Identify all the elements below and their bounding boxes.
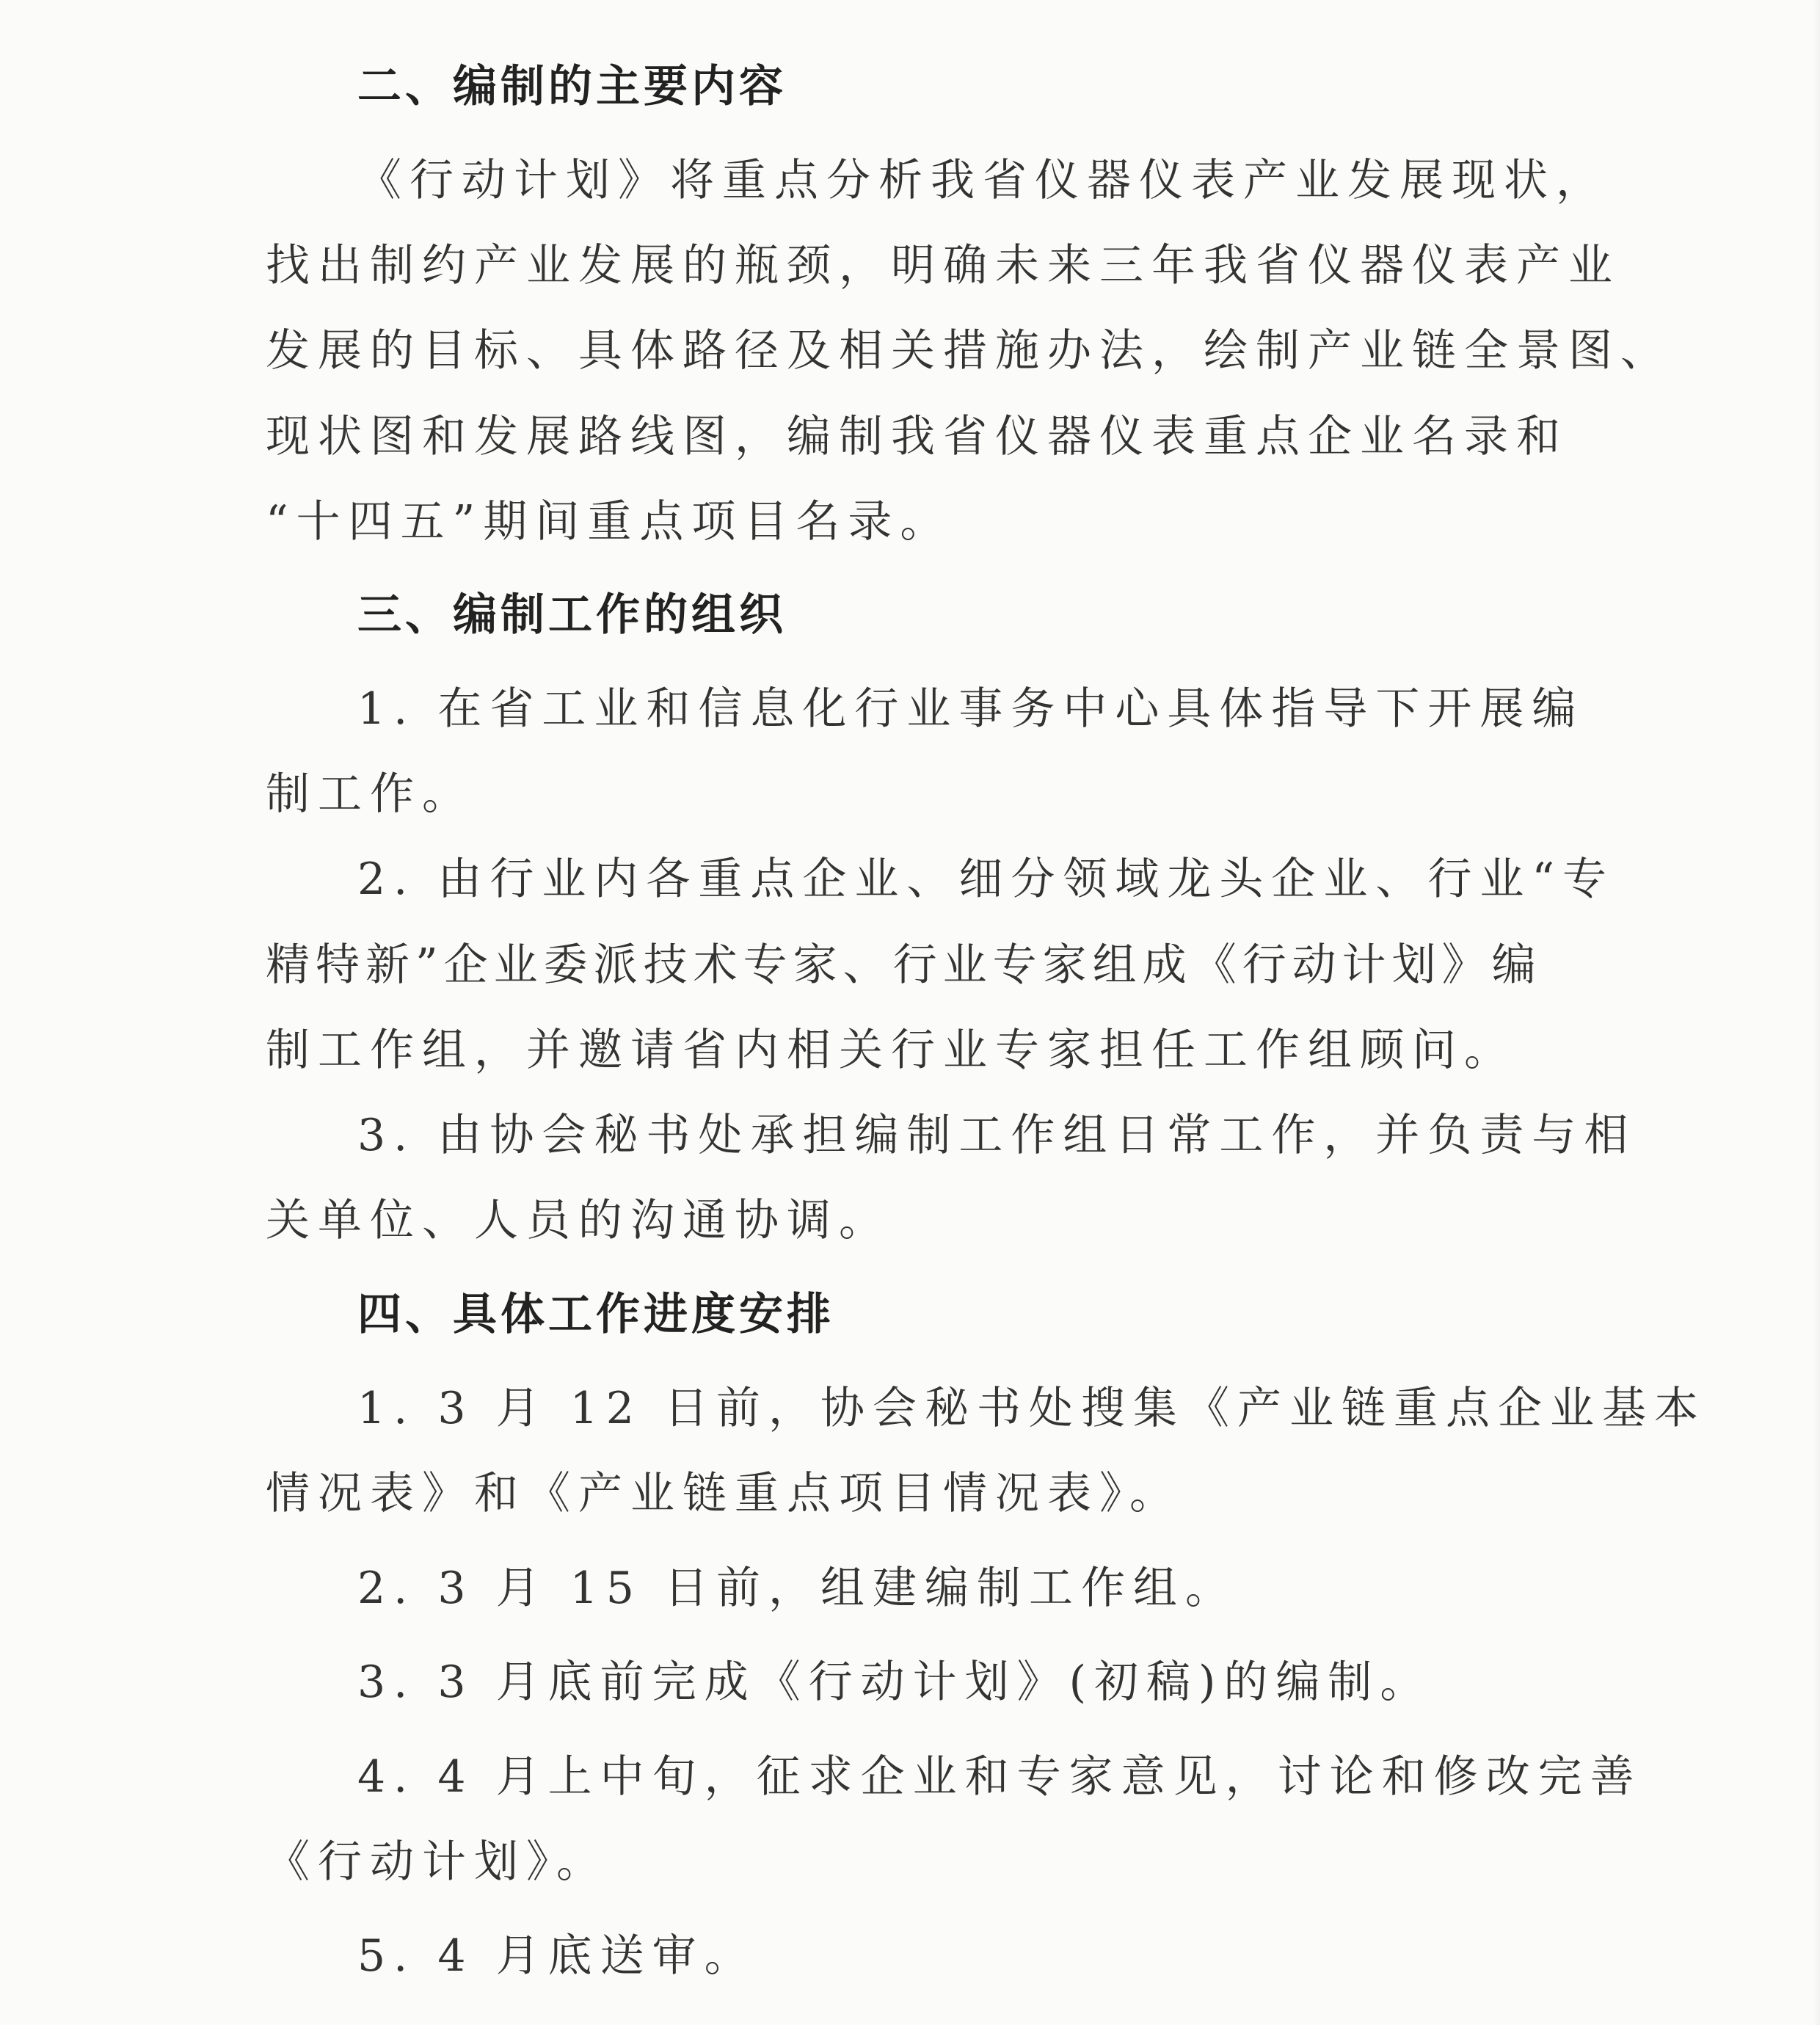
- paragraph-line: 关单位、人员的沟通协调。: [266, 1195, 891, 1246]
- section-heading-schedule: 四、具体工作进度安排: [357, 1289, 834, 1340]
- section-heading-organization: 三、编制工作的组织: [357, 589, 787, 641]
- paragraph-line: 1. 在省工业和信息化行业事务中心具体指导下开展编: [357, 683, 1584, 735]
- paragraph-line: 制工作。: [266, 768, 474, 820]
- paragraph-line: 2. 由行业内各重点企业、细分领域龙头企业、行业“专: [357, 854, 1615, 905]
- scan-edge-shadow: [1813, 0, 1820, 2025]
- document-page: [266, 43, 1707, 1988]
- section-heading-main-content: 二、编制的主要内容: [357, 61, 787, 112]
- paragraph-line: 现状图和发展路线图，编制我省仪器仪表重点企业名录和: [266, 411, 1568, 462]
- paragraph-line: 《行动计划》。: [266, 1836, 608, 1888]
- paragraph-line: 发展的目标、具体路径及相关措施办法，绘制产业链全景图、: [266, 325, 1672, 377]
- paragraph-line: 2. 3 月 15 日前，组建编制工作组。: [357, 1563, 1238, 1614]
- paragraph-line: 1. 3 月 12 日前，协会秘书处搜集《产业链重点企业基本: [357, 1383, 1707, 1434]
- paragraph-line: 5. 4 月底送审。: [357, 1930, 757, 1982]
- paragraph-line: 制工作组，并邀请省内相关行业专家担任工作组顾问。: [266, 1025, 1516, 1076]
- paragraph-line: 3. 由协会秘书处承担编制工作组日常工作，并负责与相: [357, 1110, 1637, 1161]
- paragraph-line: 精特新”企业委派技术专家、行业专家组成《行动计划》编: [266, 939, 1542, 991]
- paragraph-line: 情况表》和《产业链重点项目情况表》。: [266, 1468, 1182, 1519]
- paragraph-line: 4. 4 月上中旬，征求企业和专家意见，讨论和修改完善: [357, 1751, 1642, 1803]
- paragraph-line: 找出制约产业发展的瓶颈，明确未来三年我省仪器仪表产业: [266, 240, 1620, 291]
- paragraph-line: 3. 3 月底前完成《行动计划》(初稿)的编制。: [357, 1657, 1433, 1708]
- paragraph-line: “十四五”期间重点项目名录。: [266, 496, 953, 548]
- paragraph-line: 《行动计划》将重点分析我省仪器仪表产业发展现状，: [357, 155, 1608, 206]
